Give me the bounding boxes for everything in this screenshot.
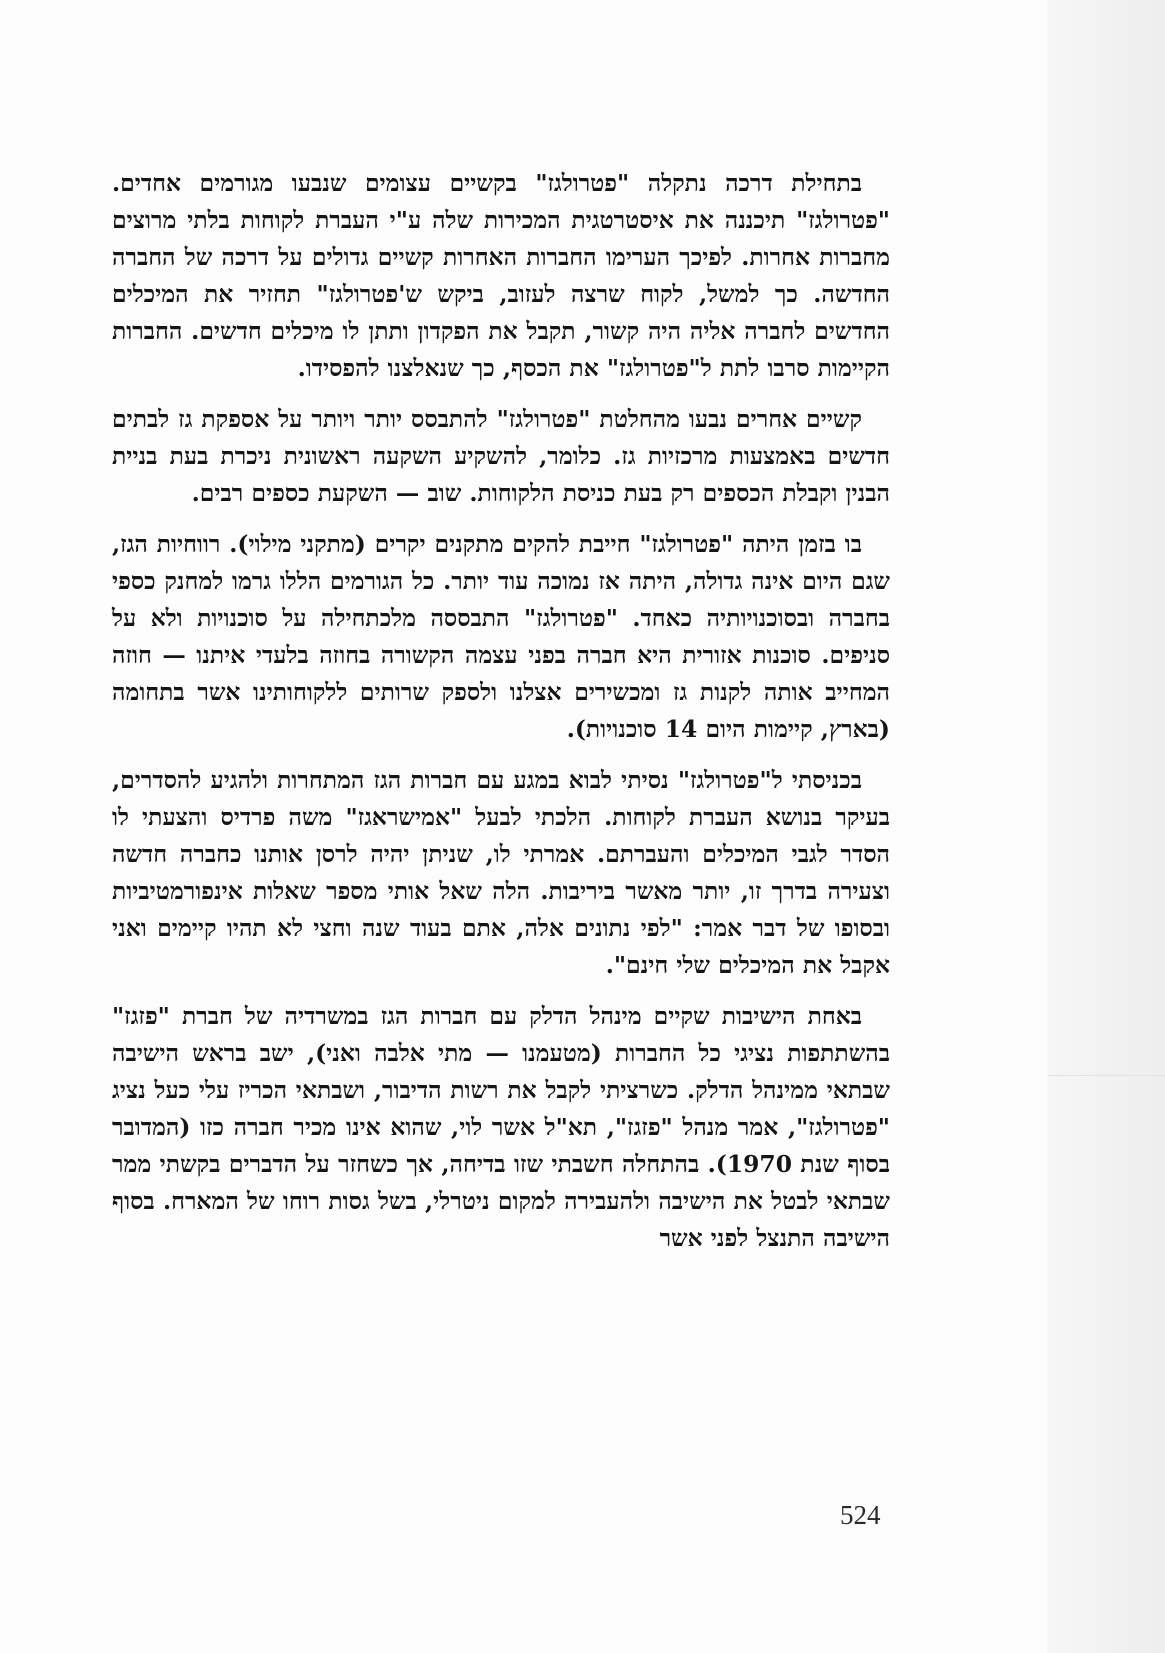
scan-edge-mark [1048,1075,1165,1076]
paragraph-5: באחת הישיבות שקיים מינהל הדלק עם חברות הגז במשרדיה של חברת "פזגז" בהשתתפות נציגי כל החברות (מטעמנו — מתי אלבה ואני), ישב בראש הישיבה שבתאי ממינהל הדלק. כשרציתי לקבל את רשות הדיבור, ושבתאי הכריז עלי כעל נציג "פטרולגז", אמר מנהל "פזגז", תא"ל אשר לוי, שהוא אינו מכיר חברה כזו (המדובר בסוף שנת 1970). בהתחלה חשבתי שזו בדיחה, אך כשחזר על הדברים בקשתי ממר שבתאי לבטל את הישיבה ולהעבירה למקום ניטרלי, בשל גסות רוחו של המארח. בסוף הישיבה התנצל לפני אשר [112,1002,890,1252]
paragraph-1: בתחילת דרכה נתקלה "פטרולגז" בקשיים עצומים שנבעו מגורמים אחדים. "פטרולגז" תיכננה את איסטרטגית המכירות שלה ע"י העברת לקוחות בלתי מרוצים מחברות אחרות. לפיכך הערימו החברות האחרות קשיים גדולים על דרכה של החברה החדשה. כך למשל, לקוח שרצה לעזוב, ביקש ש'פטרולגז" תחזיר את המיכלים החדשים לחברה אליה היה קשור, תקבל את הפקדון ותתן לו מיכלים חדשים. החברות הקיימות סרבו לתת ל"פטרולגז" את הכסף, כך שנאלצנו להפסידו. [112,169,890,382]
paragraph-2: קשיים אחרים נבעו מהחלטת "פטרולגז" להתבסס יותר ויותר על אספקת גז לבתים חדשים באמצעות מרכזיות גז. כלומר, להשקיע השקעה ראשונית ניכרת בעת בניית הבנין וקבלת הכספים רק בעת כניסת הלקוחות. שוב — השקעת כספים רבים. [112,405,890,507]
paragraph-4: בכניסתי ל"פטרולגז" נסיתי לבוא במגע עם חברות הגז המתחרות ולהגיע להסדרים, בעיקר בנושא העברת לקוחות. הלכתי לבעל "אמישראגז" משה פרדיס והצעתי לו הסדר לגבי המיכלים והעברתם. אמרתי לו, שניתן יהיה לרסן אותנו כחברה חדשה וצעירה בדרך זו, יותר מאשר ביריבות. הלה שאל אותי מספר שאלות אינפורמטיביות ובסופו של דבר אמר: "לפי נתונים אלה, אתם בעוד שנה וחצי לא תהיו קיימים ואני אקבל את המיכלים שלי חינם". [112,766,890,979]
scan-margin-shade [1047,0,1165,1653]
paragraph-3: בו בזמן היתה "פטרולגז" חייבת להקים מתקנים יקרים (מתקני מילוי). רווחיות הגז, שגם היום אינה גדולה, היתה אז נמוכה עוד יותר. כל הגורמים הללו גרמו למחנק כספי בחברה ובסוכנויותיה כאחד. "פטרולגז" התבססה מלכתחילה על סוכנויות ולא על סניפים. סוכנות אזורית היא חברה בפני עצמה הקשורה בחוזה בלעדי איתנו — חוזה המחייב אותה לקנות גז ומכשירים אצלנו ולספק שרותים ללקוחותינו אשר בתחומה (בארץ, קיימות היום 14 סוכנויות). [112,530,890,743]
page-number: 524 [840,1500,881,1530]
body-text [112,165,890,1271]
